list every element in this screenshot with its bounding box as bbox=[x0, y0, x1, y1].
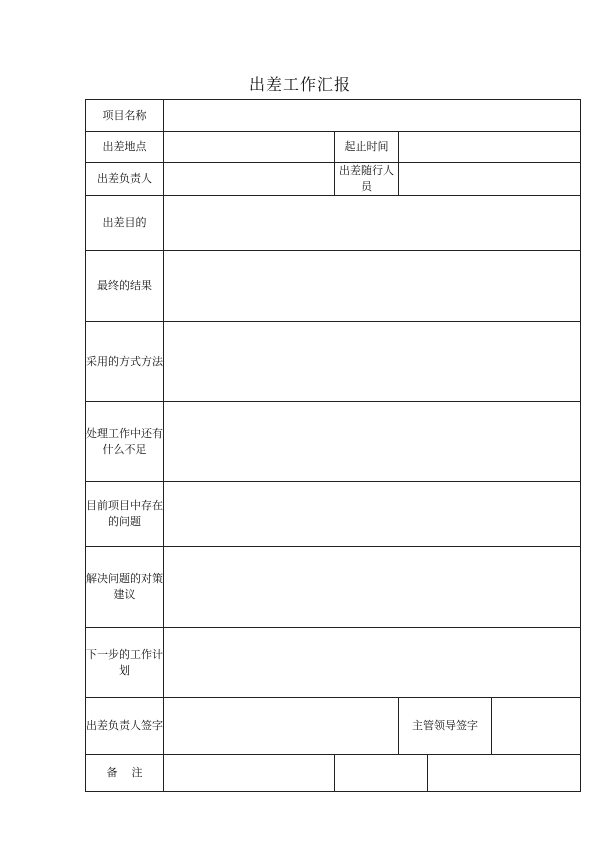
field-current-issues[interactable] bbox=[164, 482, 581, 547]
row-leader bbox=[86, 163, 581, 196]
field-remarks-1[interactable] bbox=[164, 755, 335, 792]
field-purpose[interactable] bbox=[164, 196, 581, 251]
label-current-issues: 目前项目中存在的问题 bbox=[86, 482, 164, 547]
field-companions[interactable] bbox=[399, 163, 581, 196]
row-next-plan bbox=[86, 628, 581, 698]
label-companions: 出差随行人员 bbox=[335, 163, 399, 196]
field-solutions[interactable] bbox=[164, 547, 581, 628]
field-final-result[interactable] bbox=[164, 251, 581, 322]
row-project-name bbox=[86, 100, 581, 132]
field-next-plan[interactable] bbox=[164, 628, 581, 698]
field-manager-signature[interactable] bbox=[492, 698, 581, 754]
label-location: 出差地点 bbox=[86, 132, 164, 163]
row-current-issues bbox=[86, 482, 581, 547]
field-shortcomings[interactable] bbox=[164, 402, 581, 482]
label-leader-signature: 出差负责人签字 bbox=[86, 698, 164, 755]
field-leader-signature[interactable] bbox=[164, 698, 399, 755]
page-title: 出差工作汇报 bbox=[248, 75, 351, 94]
row-final-result bbox=[86, 251, 581, 322]
field-leader[interactable] bbox=[164, 163, 335, 196]
row-location bbox=[86, 132, 581, 163]
row-method bbox=[86, 322, 581, 402]
label-manager-signature: 主管领导签字 bbox=[399, 698, 492, 754]
manager-signature-group bbox=[399, 698, 580, 754]
field-project-name[interactable] bbox=[164, 100, 581, 132]
field-remarks-3[interactable] bbox=[428, 755, 581, 792]
row-signatures bbox=[86, 698, 581, 755]
field-method[interactable] bbox=[164, 322, 581, 402]
report-form bbox=[85, 99, 581, 792]
label-purpose: 出差目的 bbox=[86, 196, 164, 251]
label-remarks: 备注 bbox=[86, 755, 164, 792]
label-method: 采用的方式方法 bbox=[86, 322, 164, 402]
label-final-result: 最终的结果 bbox=[86, 251, 164, 322]
label-solutions: 解决问题的对策建议 bbox=[86, 547, 164, 628]
row-solutions bbox=[86, 547, 581, 628]
field-remarks-2[interactable] bbox=[335, 755, 428, 792]
row-shortcomings bbox=[86, 402, 581, 482]
label-shortcomings: 处理工作中还有什么不足 bbox=[86, 402, 164, 482]
row-remarks bbox=[86, 755, 581, 792]
label-leader: 出差负责人 bbox=[86, 163, 164, 196]
label-next-plan: 下一步的工作计划 bbox=[86, 628, 164, 698]
label-period: 起止时间 bbox=[335, 132, 399, 163]
label-project-name: 项目名称 bbox=[86, 100, 164, 132]
row-purpose bbox=[86, 196, 581, 251]
field-period[interactable] bbox=[399, 132, 581, 163]
field-location[interactable] bbox=[164, 132, 335, 163]
